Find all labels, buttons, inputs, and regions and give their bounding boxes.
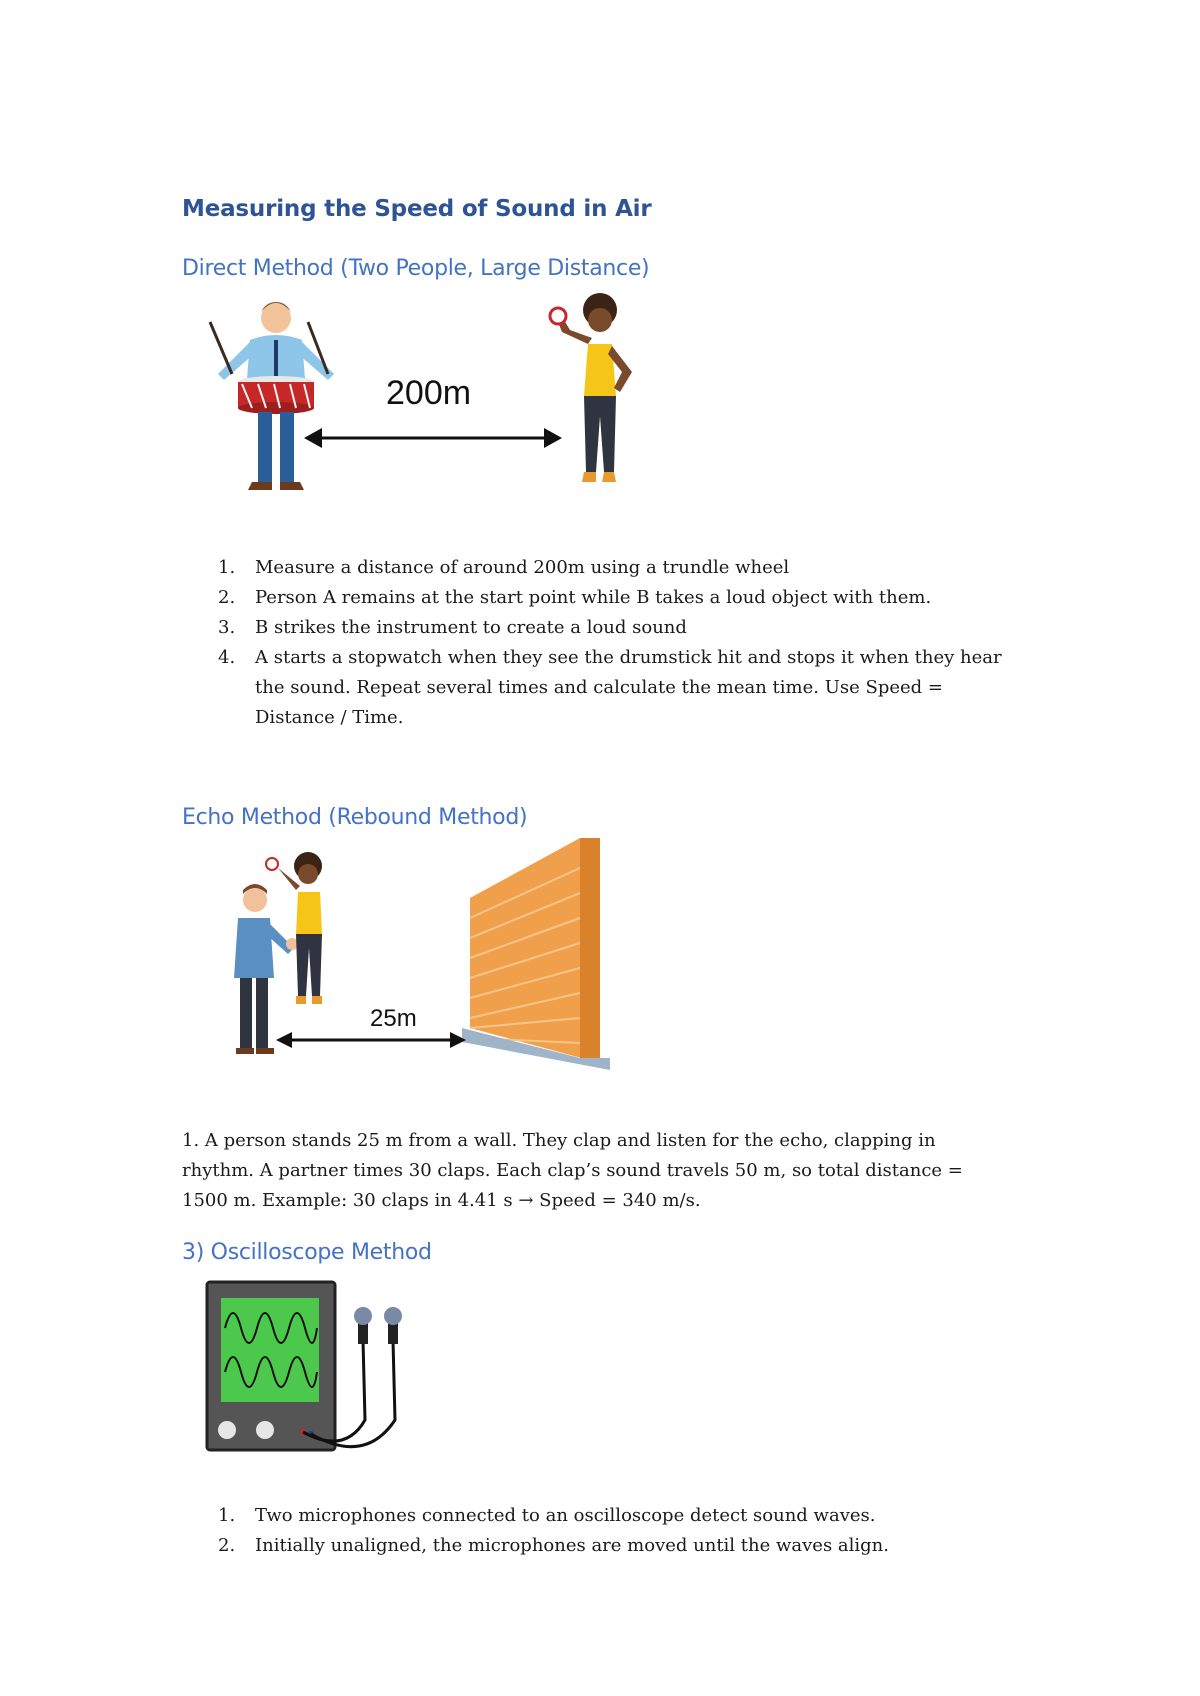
list-item: 1. Two microphones connected to an oscilloscope detect sound waves. xyxy=(218,1505,876,1526)
knob-icon xyxy=(218,1421,236,1439)
direct-method-illustration xyxy=(200,292,650,522)
echo-method-illustration xyxy=(230,838,620,1088)
direct-method-heading: Direct Method (Two People, Large Distance) xyxy=(182,256,650,281)
echo-method-paragraph: 1. A person stands 25 m from a wall. They clap and listen for the echo, clapping in rhythm. A partner times 30 claps. Each clap’s sound travels 50 m, so total distance = 1500 m. Example: 30 claps in 4.41 s → Speed = 340 m/s. xyxy=(182,1130,963,1211)
oscilloscope-illustration xyxy=(205,1280,415,1460)
oscilloscope-method-steps xyxy=(182,1501,1012,1561)
distance-label: 25m xyxy=(370,1005,417,1032)
woman-with-stopwatch xyxy=(550,293,632,482)
direct-method-steps xyxy=(182,553,1012,733)
echo-method-heading: Echo Method (Rebound Method) xyxy=(182,805,528,830)
list-item: 2. Initially unaligned, the microphones are moved until the waves align. xyxy=(218,1535,889,1556)
microphone-icon xyxy=(384,1307,402,1325)
list-item: 1. Measure a distance of around 200m using a trundle wheel xyxy=(218,557,790,578)
microphone-icon xyxy=(354,1307,372,1325)
distance-label: 200m xyxy=(386,374,472,412)
oscilloscope xyxy=(207,1282,335,1450)
distance-arrow xyxy=(276,1032,466,1048)
knob-icon xyxy=(256,1421,274,1439)
list-item: 2. Person A remains at the start point while B takes a loud object with them. xyxy=(218,587,932,608)
brick-wall xyxy=(462,838,610,1070)
list-item: 3. B strikes the instrument to create a loud sound xyxy=(218,617,687,638)
oscilloscope-method-heading: 3) Oscilloscope Method xyxy=(182,1240,432,1265)
list-item: 4. A starts a stopwatch when they see the drumstick hit and stops it when they hear the sound. Repeat several times and calculate the mean time. Use Speed = Distance / Time. xyxy=(218,647,1002,728)
drummer-figure xyxy=(210,302,334,490)
page-title: Measuring the Speed of Sound in Air xyxy=(182,196,652,222)
man-clapping xyxy=(234,884,298,1054)
woman-with-stopwatch xyxy=(266,852,322,1004)
distance-arrow xyxy=(304,428,562,448)
